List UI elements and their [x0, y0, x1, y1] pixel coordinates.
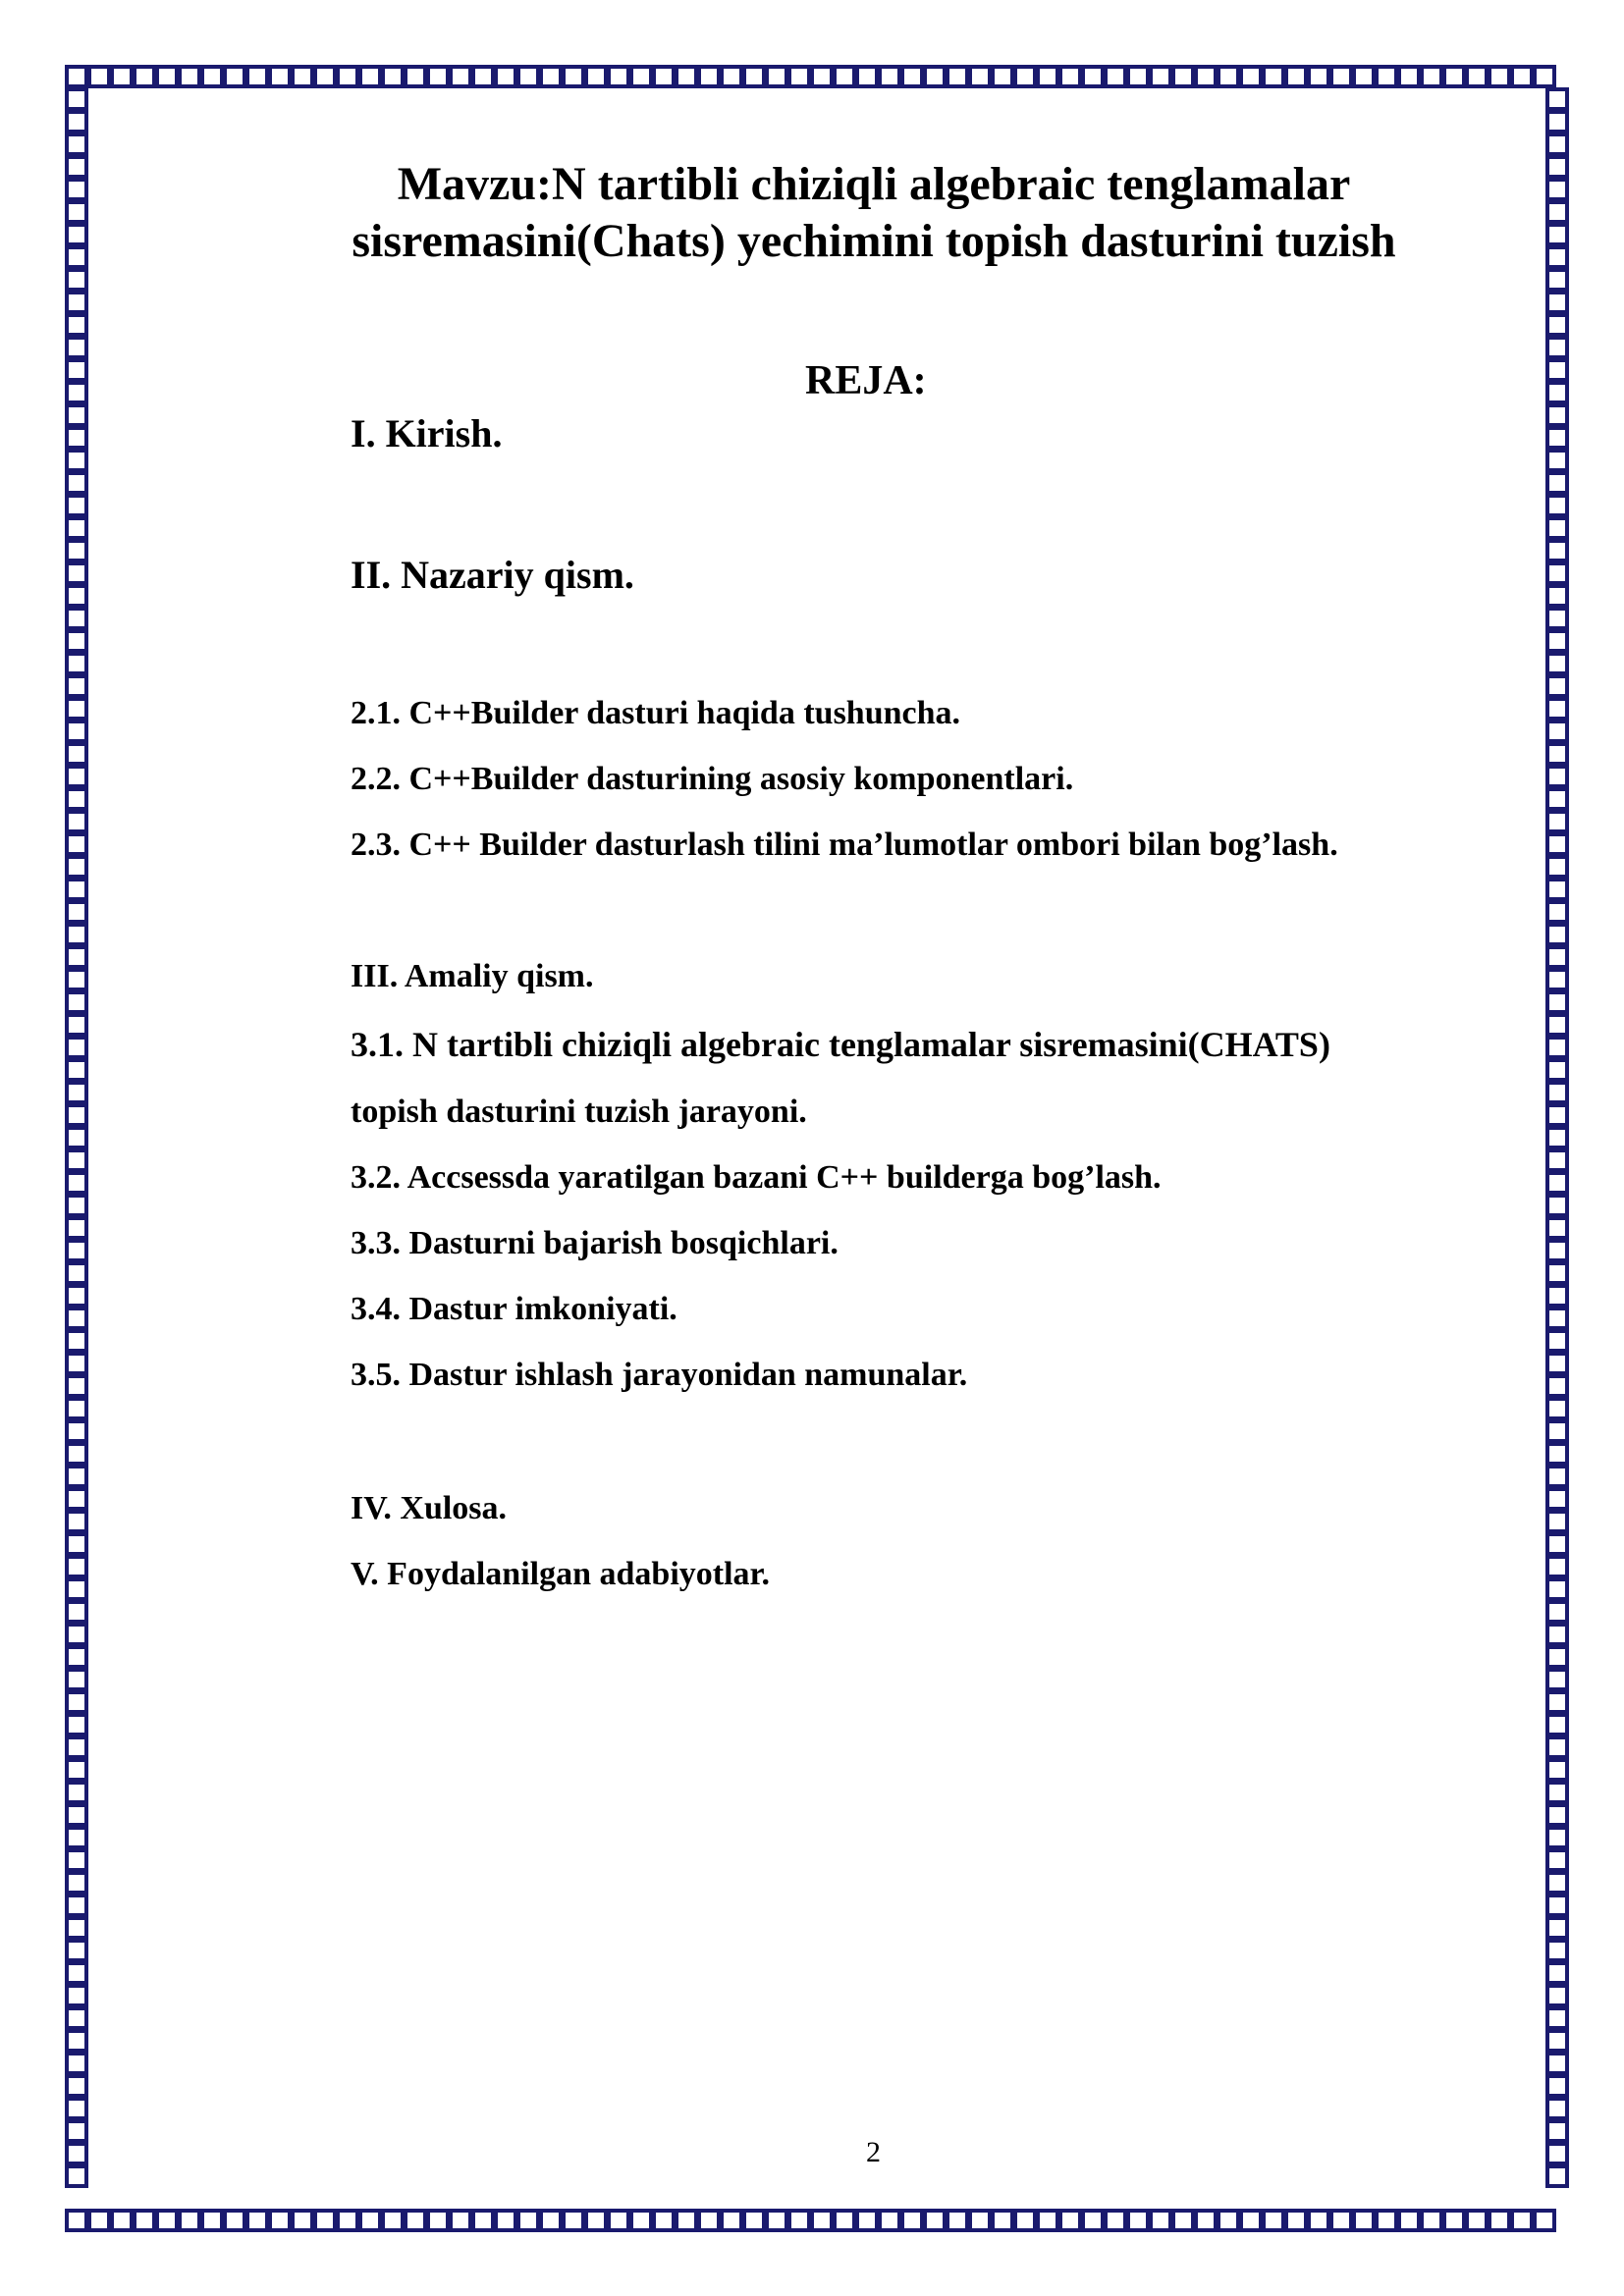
plan-practice-item: topish dasturini tuzish jarayoni.	[351, 1094, 807, 1130]
document-title-line-1: Mavzu:N tartibli chiziqli algebraic tenglamalar	[397, 158, 1351, 210]
page-number: 2	[866, 2136, 881, 2168]
plan-practice-item: 3.2. Accsessda yaratilgan bazani C++ builderga bog’lash.	[351, 1159, 1162, 1196]
plan-practice-heading: III. Amaliy qism.	[351, 958, 594, 994]
plan-practice-item: 3.3. Dasturni bajarish bosqichlari.	[351, 1225, 839, 1261]
document-title-line-2: sisremasini(Chats) yechimini topish dasturini tuzish	[352, 215, 1396, 267]
plan-intro: I. Kirish.	[351, 411, 503, 455]
plan-heading: REJA:	[805, 358, 927, 403]
plan-practice-item: 3.5. Dastur ishlash jarayonidan namunalar.	[351, 1357, 968, 1393]
plan-theory-item: 2.1. C++Builder dasturi haqida tushuncha.	[351, 695, 961, 731]
plan-theory-item: 2.2. C++Builder dasturining asosiy komponentlari.	[351, 761, 1074, 797]
plan-references: V. Foydalanilgan adabiyotlar.	[351, 1556, 771, 1592]
plan-theory-item: 2.3. C++ Builder dasturlash tilini ma’lumotlar ombori bilan bog’lash.	[351, 827, 1338, 863]
plan-conclusion: IV. Xulosa.	[351, 1490, 508, 1526]
plan-practice-item: 3.4. Dastur imkoniyati.	[351, 1291, 677, 1327]
plan-theory-heading: II. Nazariy qism.	[351, 553, 634, 597]
plan-practice-item: 3.1. N tartibli chiziqli algebraic tenglamalar sisremasini(CHATS)	[351, 1025, 1330, 1064]
